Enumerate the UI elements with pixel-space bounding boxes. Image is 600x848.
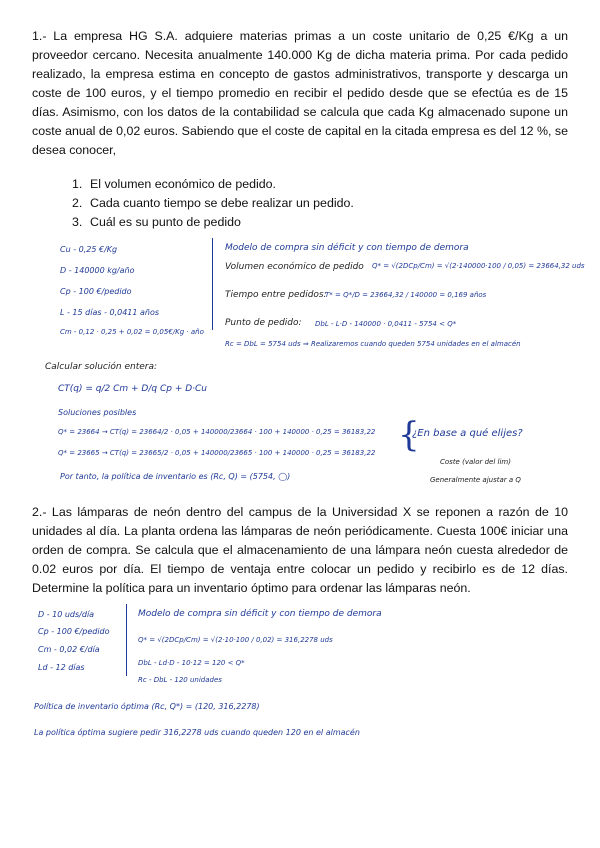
- given2-cp: Cp - 100 €/pedido: [38, 627, 110, 636]
- point-label: Punto de pedido:: [225, 318, 302, 328]
- q-formula-2: Q* = √(2DCp/Cm) = √(2·10·100 / 0,02) = 316,2278 uds: [138, 636, 333, 644]
- divider-line-2: [126, 604, 127, 676]
- problem2-statement: 2.- Las lámparas de neón dentro del campus de la Universidad X se reponen a razón de 10 unidades al día. La planta ordena las lámparas de neón periódicamente. Cuesta 100€ iniciar una orden de compra. Se calcula que el almacenamiento de una lámpara neón cuesta alrededor de 0.02 euros por día. El tiempo de ventaja entre colocar un pedido y recibirlo es de 12 días. Determine la política para un inventario óptimo para ordenar las lámparas neón.: [32, 505, 568, 595]
- given-cu: Cu - 0,25 €/Kg: [60, 245, 118, 254]
- dbl-formula-2: DbL - Ld·D - 10·12 = 120 < Q*: [138, 659, 245, 667]
- question-text: Cada cuanto tiempo se debe realizar un pedido.: [90, 196, 354, 210]
- possible-title: Soluciones posibles: [58, 408, 137, 417]
- question-item: [52, 194, 532, 213]
- option-1: Q* = 23664 → CT(q) = 23664/2 · 0,05 + 140000/23664 · 100 + 140000 · 0,25 = 36183,22: [58, 428, 376, 436]
- given-cp: Cp - 100 €/pedido: [60, 287, 132, 296]
- given-l: L - 15 días - 0,0411 años: [60, 308, 160, 317]
- conclusion-1: Por tanto, la política de inventario es (Rc, Q) = (5754, ◯): [60, 472, 291, 481]
- question-item: [52, 175, 532, 194]
- question-text: Cuál es su punto de pedido: [90, 215, 241, 229]
- conclusion-2: La política óptima sugiere pedir 316,2278 uds cuando queden 120 en el almacén: [34, 728, 360, 737]
- rc-formula-2: Rc - DbL - 120 unidades: [138, 676, 222, 684]
- ct-formula: CT(q) = q/2 Cm + D/q Cp + D·Cu: [58, 384, 208, 394]
- volume-label: Volumen económico de pedido: [225, 262, 364, 272]
- given2-cm: Cm - 0,02 €/día: [38, 645, 100, 654]
- divider-line: [212, 238, 213, 330]
- point-formula: DbL - L·D - 140000 · 0,0411 - 5754 < Q*: [315, 320, 457, 328]
- volume-formula: Q* = √(2DCp/Cm) = √(2·140000·100 / 0,05) = 23664,32 uds: [372, 262, 585, 270]
- given-cm: Cm - 0,12 · 0,25 + 0,02 = 0,05€/Kg · año: [60, 328, 204, 336]
- time-label: Tiempo entre pedidos:: [225, 290, 327, 300]
- question-text: El volumen económico de pedido.: [90, 177, 276, 191]
- problem1-statement: 1.- La empresa HG S.A. adquiere materias primas a un coste unitario de 0,25 €/Kg a un proveedor cercano. Necesita anualmente 140.000 Kg de dicha materia prima. Por cada pedido realizado, la empresa estima en concepto de gastos administrativos, transporte y descarga un coste de 100 euros, y el tiempo promedio en recibir el pedido desde que se efectúa es de 15 días. Asimismo, con los datos de la contabilidad se calcula que cada Kg almacenado supone un coste anual de 0,02 euros. Sabiendo que el coste de capital en la citada empresa es del 12 %, se desea conocer,: [32, 29, 568, 157]
- question-number: 3.: [72, 215, 83, 229]
- question-item: [52, 213, 532, 232]
- problem1-questions: [52, 175, 532, 232]
- brace: {: [398, 415, 420, 455]
- given-d: D - 140000 kg/año: [60, 266, 135, 275]
- option-2: Q* = 23665 → CT(q) = 23665/2 · 0,05 + 140000/23665 · 100 + 140000 · 0,25 = 36183,22: [58, 449, 376, 457]
- policy-2: Política de inventario óptima (Rc, Q*) = (120, 316,2278): [34, 702, 260, 711]
- note-1: Coste (valor del lim): [440, 458, 511, 466]
- question-note: ¿En base a qué elijes?: [412, 428, 523, 439]
- note-2: Generalmente ajustar a Q: [430, 476, 521, 484]
- question-number: 2.: [72, 196, 83, 210]
- time-formula: T* = Q*/D = 23664,32 / 140000 = 0,169 años: [325, 291, 487, 299]
- given2-d: D - 10 uds/día: [38, 610, 95, 619]
- question-number: 1.: [72, 177, 83, 191]
- model-title-1: Modelo de compra sin déficit y con tiempo de demora: [225, 243, 469, 253]
- given2-ld: Ld - 12 días: [38, 663, 85, 672]
- model-title-2: Modelo de compra sin déficit y con tiempo de demora: [138, 609, 382, 619]
- integer-title: Calcular solución entera:: [45, 362, 158, 372]
- rc-line: Rc = DbL = 5754 uds ⇒ Realizaremos cuando queden 5754 unidades en el almacén: [225, 340, 521, 348]
